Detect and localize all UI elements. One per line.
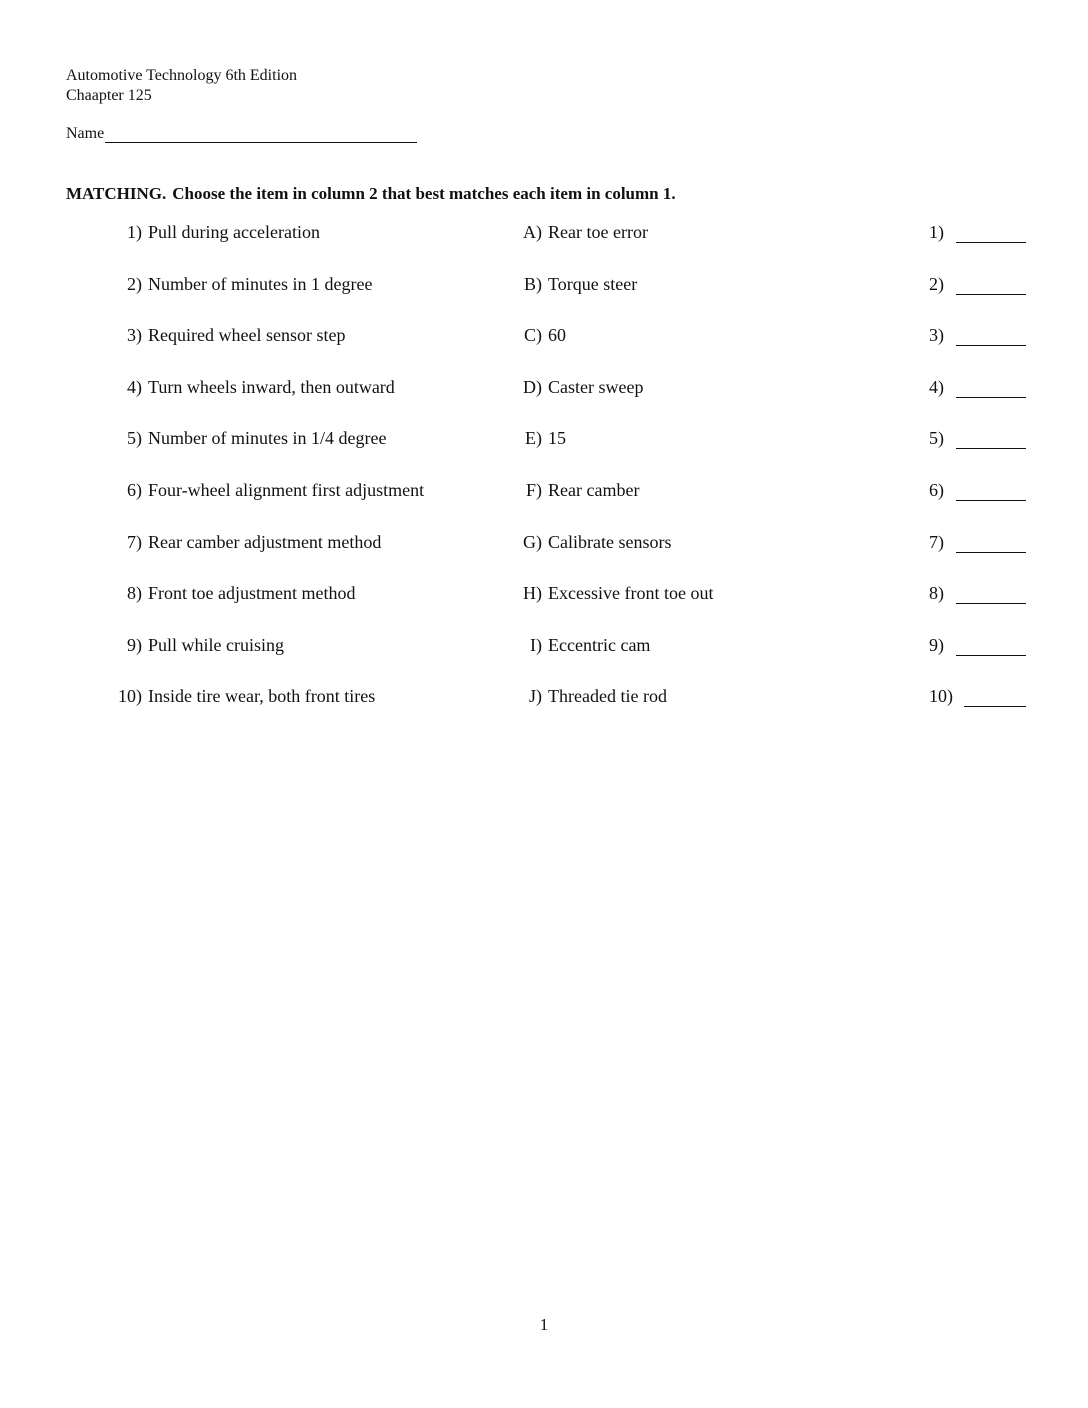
instructions-text: Choose the item in column 2 that best matches each item in column 1. — [172, 184, 676, 203]
term-number: 8) — [127, 583, 142, 604]
match-text: Excessive front toe out — [548, 583, 714, 604]
term-text: Number of minutes in 1/4 degree — [148, 428, 387, 449]
matching-row — [0, 635, 1088, 687]
match-letter: G) — [523, 531, 542, 552]
answer-blank[interactable] — [956, 500, 1026, 501]
answer-label: 1) — [929, 222, 944, 242]
match-letter: F) — [525, 479, 542, 500]
match-text: 60 — [548, 325, 566, 346]
term-text: Required wheel sensor step — [148, 325, 346, 346]
answer-blank[interactable] — [956, 345, 1026, 346]
term-text: Number of minutes in 1 degree — [148, 273, 373, 294]
matching-instructions — [66, 184, 676, 204]
term-text: Turn wheels inward, then outward — [148, 376, 395, 397]
term-number: 1) — [127, 222, 142, 242]
answer-blank[interactable] — [956, 294, 1026, 295]
answer-label: 4) — [929, 376, 944, 397]
match-letter: J) — [529, 686, 542, 707]
answer-blank[interactable] — [956, 397, 1026, 398]
answer-blank[interactable] — [956, 655, 1026, 656]
match-letter: A) — [523, 222, 542, 242]
matching-row — [0, 532, 1088, 584]
term-text: Pull during acceleration — [148, 222, 320, 242]
term-number: 9) — [127, 634, 142, 655]
name-field — [66, 124, 417, 143]
answer-label: 7) — [929, 531, 944, 552]
match-text: Calibrate sensors — [548, 531, 672, 552]
answer-label: 3) — [929, 325, 944, 346]
answer-blank[interactable] — [956, 603, 1026, 604]
term-text: Four-wheel alignment first adjustment — [148, 479, 425, 500]
match-letter: E) — [525, 428, 542, 449]
term-number: 6) — [127, 479, 142, 500]
matching-row — [0, 583, 1088, 635]
match-text: Torque steer — [548, 273, 638, 294]
matching-row — [0, 274, 1088, 326]
match-text: Threaded tie rod — [548, 686, 667, 707]
answer-label: 9) — [929, 634, 944, 655]
answer-blank[interactable] — [956, 448, 1026, 449]
answer-blank[interactable] — [964, 706, 1026, 707]
match-text: Rear toe error — [548, 222, 648, 242]
answer-label: 2) — [929, 273, 944, 294]
term-number: 7) — [127, 531, 142, 552]
matching-row — [0, 325, 1088, 377]
answer-label: 10) — [929, 686, 953, 707]
match-letter: C) — [524, 325, 542, 346]
instructions-lead: MATCHING. — [66, 184, 167, 203]
term-text: Front toe adjustment method — [148, 583, 356, 604]
term-text: Pull while cruising — [148, 634, 284, 655]
answer-label: 8) — [929, 583, 944, 604]
match-letter: B) — [524, 273, 542, 294]
matching-row — [0, 686, 1088, 738]
chapter-label: Chaapter 125 — [66, 87, 152, 104]
matching-row — [0, 222, 1088, 274]
name-label: Name — [66, 125, 105, 142]
match-letter: H) — [523, 583, 542, 604]
answer-label: 5) — [929, 428, 944, 449]
match-text: Caster sweep — [548, 376, 644, 397]
page-number: 1 — [539, 1315, 549, 1334]
matching-rows — [0, 222, 1088, 738]
match-letter: D) — [523, 376, 542, 397]
match-text: Rear camber — [548, 479, 640, 500]
book-title: Automotive Technology 6th Edition — [66, 67, 298, 84]
answer-blank[interactable] — [956, 552, 1026, 553]
term-number: 10) — [118, 686, 142, 707]
term-number: 5) — [127, 428, 142, 449]
term-text: Inside tire wear, both front tires — [148, 686, 376, 707]
matching-row — [0, 428, 1088, 480]
document-header — [66, 66, 297, 106]
matching-row — [0, 480, 1088, 532]
answer-blank[interactable] — [956, 242, 1026, 243]
name-blank[interactable] — [105, 124, 417, 143]
matching-row — [0, 377, 1088, 429]
term-number: 2) — [127, 273, 142, 294]
match-letter: I) — [530, 634, 542, 655]
term-text: Rear camber adjustment method — [148, 531, 382, 552]
term-number: 3) — [127, 325, 142, 346]
answer-label: 6) — [929, 479, 944, 500]
term-number: 4) — [127, 376, 142, 397]
match-text: Eccentric cam — [548, 634, 651, 655]
match-text: 15 — [548, 428, 566, 449]
